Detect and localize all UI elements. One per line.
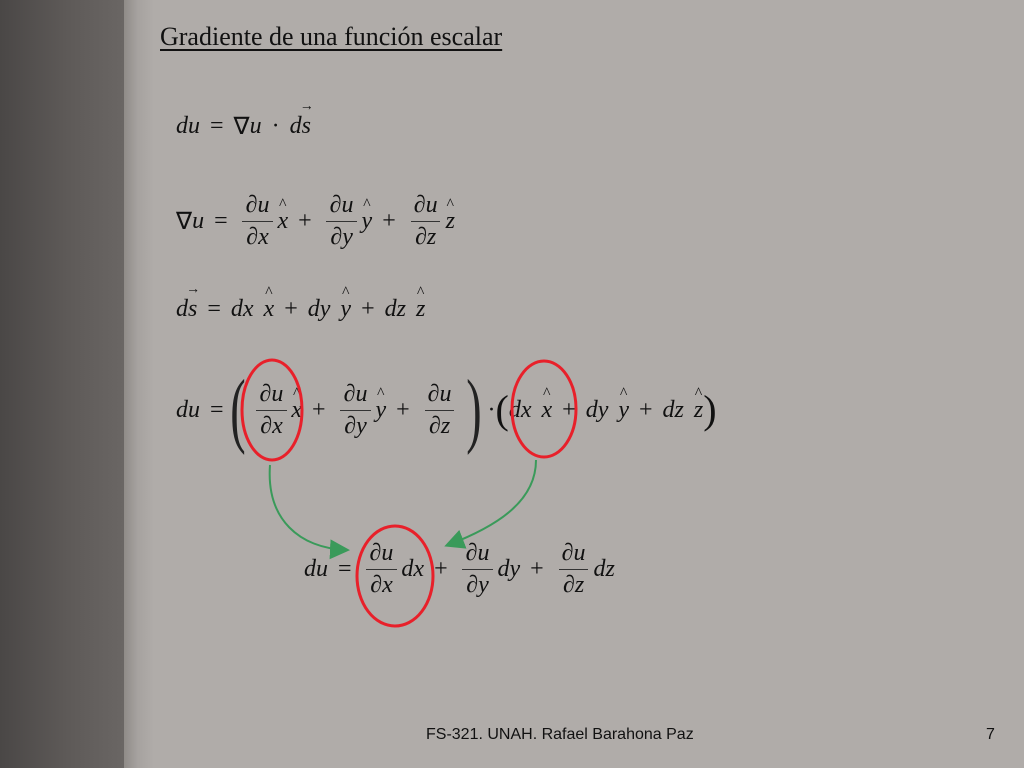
- unit-vector-y: ^ y: [340, 296, 351, 323]
- page-number: 7: [986, 726, 995, 743]
- unit-vector-x: ^ x: [291, 397, 302, 424]
- term-du: du: [176, 113, 200, 139]
- fraction-du-dx: $\frac{\partial u}{\partial x}$: [256, 381, 288, 440]
- plus-sign: +: [382, 208, 396, 234]
- plus-sign: +: [284, 296, 298, 322]
- plus-sign: +: [298, 208, 312, 234]
- unit-vector-y: ^ y: [375, 397, 386, 424]
- term-du: du: [304, 556, 328, 582]
- plus-sign: +: [562, 396, 576, 423]
- unit-vector-z: ^ z: [446, 208, 455, 235]
- plus-sign: +: [530, 556, 544, 582]
- vector-s: → s: [188, 296, 197, 323]
- equation-gradient: [176, 192, 455, 251]
- term-u: u: [192, 208, 205, 234]
- unit-vector-x: ^ x: [541, 397, 552, 424]
- plus-sign: +: [639, 396, 653, 423]
- equals-sign: =: [210, 113, 224, 139]
- term-u: u: [249, 113, 262, 139]
- term-dy: dy: [585, 396, 609, 423]
- slide-title: Gradiente de una función escalar: [160, 22, 503, 51]
- unit-vector-y: ^ y: [362, 208, 373, 235]
- term-du: du: [176, 396, 200, 423]
- unit-vector-z: ^ z: [416, 296, 425, 323]
- term-dx: dx: [230, 296, 254, 322]
- dot-operator: ·: [487, 396, 496, 423]
- equation-du-definition: [176, 112, 311, 141]
- plus-sign: +: [434, 556, 448, 582]
- term-dz: dz: [384, 296, 406, 322]
- term-dz: dz: [593, 556, 615, 582]
- nabla-symbol: ∇: [176, 209, 193, 235]
- left-bar-edge-shade: [124, 0, 154, 768]
- fraction-du-dz: $\frac{\partial u}{\partial z}$: [558, 540, 590, 599]
- term-dz: dz: [662, 396, 684, 423]
- unit-vector-z: ^ z: [694, 397, 703, 424]
- vector-s: → s: [302, 113, 311, 140]
- equals-sign: =: [338, 556, 352, 582]
- fraction-du-dy: $\frac{\partial u}{\partial y}$: [462, 540, 494, 599]
- term-dy: dy: [497, 556, 521, 582]
- fraction-du-dz: $\frac{\partial u}{\partial z}$: [410, 192, 442, 251]
- left-decorative-bar: [0, 0, 124, 768]
- right-paren-large: ): [465, 363, 482, 456]
- dot-operator: ·: [271, 113, 280, 139]
- term-dy: dy: [307, 296, 331, 322]
- fraction-du-dy: $\frac{\partial u}{\partial y}$: [326, 192, 358, 251]
- term-d: d: [289, 113, 302, 139]
- arrow-left: [270, 465, 346, 550]
- term-d: d: [176, 296, 188, 322]
- equation-du-result: [304, 540, 615, 599]
- plus-sign: +: [396, 396, 410, 423]
- equation-ds: [176, 296, 425, 323]
- unit-vector-x: ^ x: [264, 296, 275, 323]
- equation-du-expanded: [176, 363, 717, 456]
- term-dx: dx: [508, 396, 532, 423]
- arrow-right: [448, 460, 536, 545]
- plus-sign: +: [312, 396, 326, 423]
- equals-sign: =: [214, 208, 228, 234]
- fraction-du-dx: $\frac{\partial u}{\partial x}$: [366, 540, 398, 599]
- left-paren: (: [495, 387, 509, 432]
- right-paren: ): [703, 387, 717, 432]
- slide-footer: FS-321. UNAH. Rafael Barahona Paz: [426, 726, 694, 743]
- left-paren-large: (: [229, 363, 246, 456]
- term-dx: dx: [401, 556, 425, 582]
- plus-sign: +: [361, 296, 375, 322]
- fraction-du-dz: $\frac{\partial u}{\partial z}$: [424, 381, 456, 440]
- fraction-du-dy: $\frac{\partial u}{\partial y}$: [340, 381, 372, 440]
- equals-sign: =: [207, 296, 221, 322]
- equals-sign: =: [210, 396, 224, 423]
- fraction-du-dx: $\frac{\partial u}{\partial x}$: [242, 192, 274, 251]
- unit-vector-x: ^ x: [277, 208, 288, 235]
- nabla-symbol: ∇: [233, 114, 250, 140]
- unit-vector-y: ^ y: [618, 397, 629, 424]
